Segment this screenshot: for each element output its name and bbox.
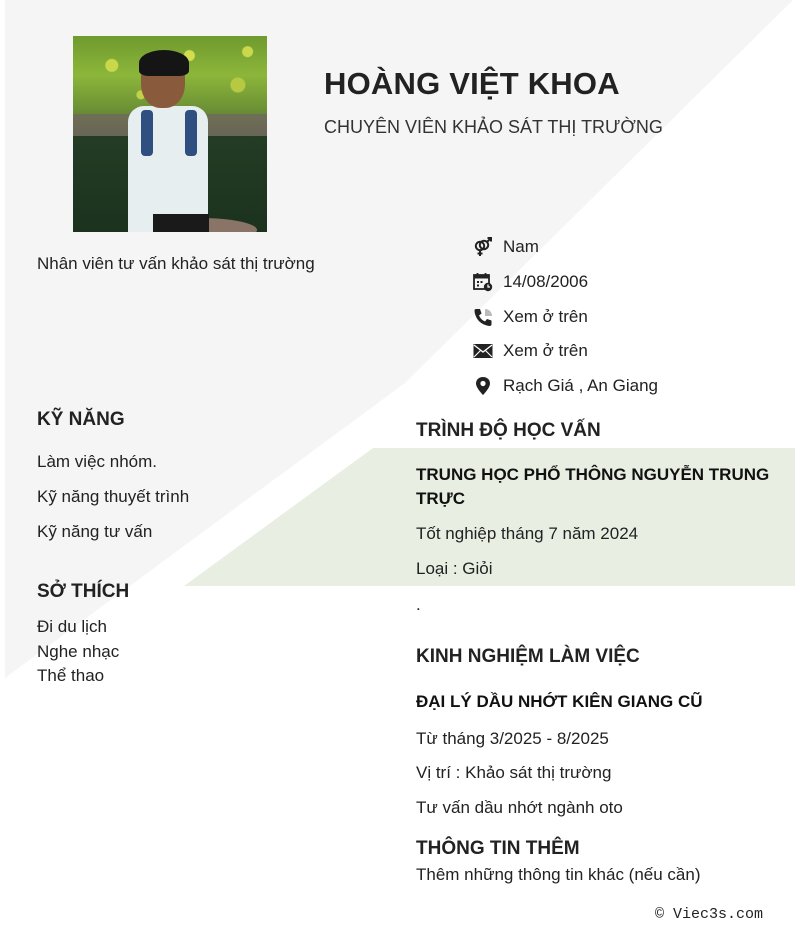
contact-address <box>472 369 658 404</box>
skill-item: Kỹ năng thuyết trình <box>37 487 190 506</box>
skills-heading: KỸ NĂNG <box>37 409 125 430</box>
experience-position: Vị trí : Khảo sát thị trường <box>416 763 612 782</box>
phone-icon <box>472 306 494 328</box>
contact-gender <box>472 230 658 265</box>
career-objective: Nhân viên tư vấn khảo sát thị trường <box>37 254 315 273</box>
calendar-icon <box>472 271 494 293</box>
experience-heading: KINH NGHIỆM LÀM VIỆC <box>416 646 640 667</box>
experience-company: ĐẠI LÝ DẦU NHỚT KIÊN GIANG CŨ <box>416 692 703 711</box>
hobby-item: Thể thao <box>37 666 105 685</box>
profile-photo <box>73 36 267 232</box>
experience-period: Từ tháng 3/2025 - 8/2025 <box>416 729 609 748</box>
contact-birthday <box>472 265 658 300</box>
experience-description: Tư vấn dầu nhớt ngành oto <box>416 798 623 817</box>
extra-info-text: Thêm những thông tin khác (nếu cần) <box>416 865 701 884</box>
skills-list <box>37 450 189 555</box>
address-value: Rạch Giá , An Giang <box>503 376 658 396</box>
gender-value: Nam <box>503 237 539 257</box>
extra-info-heading: THÔNG TIN THÊM <box>416 838 580 859</box>
gender-icon <box>472 236 494 258</box>
envelope-icon <box>472 340 494 362</box>
birthday-value: 14/08/2006 <box>503 272 589 292</box>
contact-email <box>472 334 658 369</box>
map-pin-icon <box>472 375 494 397</box>
education-heading: TRÌNH ĐỘ HỌC VẤN <box>416 420 601 441</box>
contact-info <box>472 230 658 403</box>
contact-phone <box>472 299 658 334</box>
email-value: Xem ở trên <box>503 341 588 361</box>
hobbies-list <box>37 615 119 689</box>
education-rank: Loại : Giỏi <box>416 559 493 578</box>
candidate-name: HOÀNG VIỆT KHOA <box>324 66 620 101</box>
education-note: . <box>416 595 421 614</box>
phone-value: Xem ở trên <box>503 306 588 326</box>
hobby-item: Nghe nhạc <box>37 641 120 661</box>
skill-item: Kỹ năng tư vấn <box>37 522 153 541</box>
copyright-footer: © Viec3s.com <box>655 906 764 923</box>
hobby-item: Đi du lịch <box>37 617 107 636</box>
skill-item: Làm việc nhóm. <box>37 452 157 471</box>
education-graduation: Tốt nghiệp tháng 7 năm 2024 <box>416 524 639 543</box>
education-school: TRUNG HỌC PHỔ THÔNG NGUYỄN TRUNG TRỰC <box>416 465 770 508</box>
job-title: CHUYÊN VIÊN KHẢO SÁT THỊ TRƯỜNG <box>324 117 663 137</box>
hobbies-heading: SỞ THÍCH <box>37 581 130 602</box>
